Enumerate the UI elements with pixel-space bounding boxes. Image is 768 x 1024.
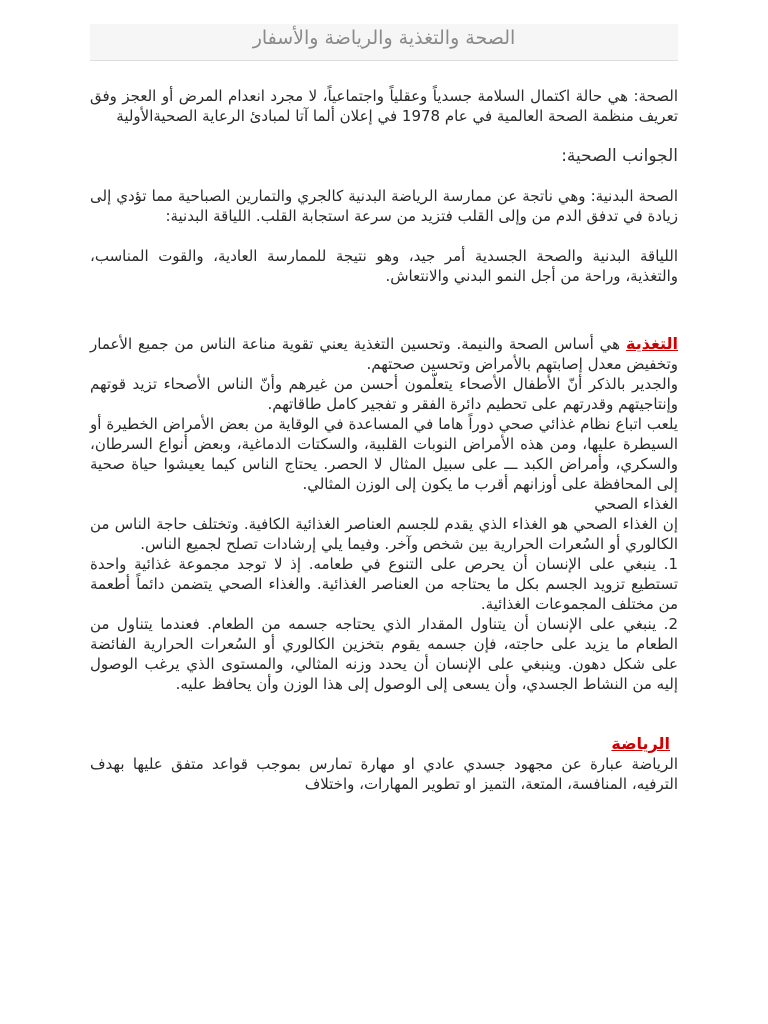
document-body: [90, 86, 678, 794]
physical-health-paragraph: الصحة البدنية: وهي ناتجة عن ممارسة الرياضة البدنية كالجري والتمارين الصباحية مما تؤدي إلى زيادة في تدفق الدم من وإلى القلب فتزيد من سرعة استجابة القلب. اللياقة البدنية:: [90, 187, 678, 225]
nutrition-children-paragraph: والجدير بالذكر أنّ الأطفال الأصحاء يتعلّمون أحسن من غيرهم وأنّ الناس الأصحاء تزيد قوتهم وإنتاجيتهم وقدرتهم على تحطيم دائرة الفقر و تفجير كامل طاقاتهم.: [90, 375, 678, 413]
nutrition-diseases-paragraph: يلعب اتباع نظام غذائي صحي دوراً هاما في المساعدة في الوقاية من بعض الأمراض الخطيرة أو السيطرة عليها، ومن هذه الأمراض النوبات القلبية، والسكتات الدماغية، وبعض أنواع السرطان، والسكري، وأمراض الكبد ـــ على سبيل المثال لا الحصر. يحتاج الناس كيما يعيشوا حياة صحية إلى المحافظة على أوزانهم أقرب ما يكون إلى الوزن المثالي.: [90, 415, 678, 493]
sport-paragraph: الرياضة عبارة عن مجهود جسدي عادي او مهارة تمارس بموجب قواعد متفق عليها بهدف الترفيه، المنافسة، المتعة، التميز او تطوير المهارات، واختلاف: [90, 755, 678, 793]
healthy-food-heading: الغذاء الصحي: [594, 495, 678, 513]
document-title: الصحة والتغذية والرياضة والأسفار: [252, 27, 516, 49]
document-title-bar: [90, 24, 678, 61]
fitness-paragraph: اللياقة البدنية والصحة الجسدية أمر جيد، وهو نتيجة للممارسة العادية، والقوت المناسب، والتغذية، وراحة من أجل النمو البدني والانتعاش.: [90, 247, 678, 285]
guideline-item-1: 1. ينبغي على الإنسان أن يحرص على التنوع في طعامه. إذ لا توجد مجموعة غذائية واحدة تستطيع تزويد الجسم بكل ما يحتاجه من العناصر الغذائية. والغذاء الصحي يتضمن دائماً أطعمة من مختلف المجموعات الغذائية.: [90, 555, 678, 613]
nutrition-intro-paragraph: [90, 334, 678, 374]
nutrition-intro-text: هي أساس الصحة والنيمة. وتحسين التغذية يعني تقوية مناعة الناس من جميع الأعمار وتخفيض معدل إصابتهم بالأمراض وتحسين صحتهم.: [90, 335, 678, 373]
aspects-heading: الجوانب الصحية:: [561, 146, 678, 166]
sport-heading-line: [90, 734, 678, 754]
healthy-food-paragraph: إن الغذاء الصحي هو الغذاء الذي يقدم للجسم العناصر الغذائية الكافية. وتختلف حاجة الناس من الكالوري أو السُعرات الحرارية بين شخص وآخر. وفيما يلي إرشادات تصلح لجميع الناس.: [90, 515, 678, 553]
sport-heading: الرياضة: [611, 734, 670, 753]
nutrition-heading-word: التغذية: [625, 334, 678, 353]
guideline-item-2: 2. ينبغي على الإنسان أن يتناول المقدار الذي يحتاجه جسمه من الطعام. فعندما يتناول من الطعام ما يزيد على حاجته، فإن جسمه يقوم بتخزين الكالوري أو السُعرات الحرارية الفائضة على شكل دهون. وينبغي على الإنسان أن يحدد وزنه المثالي، والمستوى الذي يرغب الوصول إليه من النشاط الجسدي، وأن يسعى إلى الوصول إلى هذا الوزن وأن يحافظ عليه.: [90, 615, 678, 693]
health-definition-paragraph: الصحة: هي حالة اكتمال السلامة جسدياً وعقلياً واجتماعياً، لا مجرد انعدام المرض أو العجز وفق تعريف منظمة الصحة العالمية في عام 1978 في إعلان ألما آتا لمبادئ الرعاية الصحيةالأولية: [90, 87, 678, 125]
